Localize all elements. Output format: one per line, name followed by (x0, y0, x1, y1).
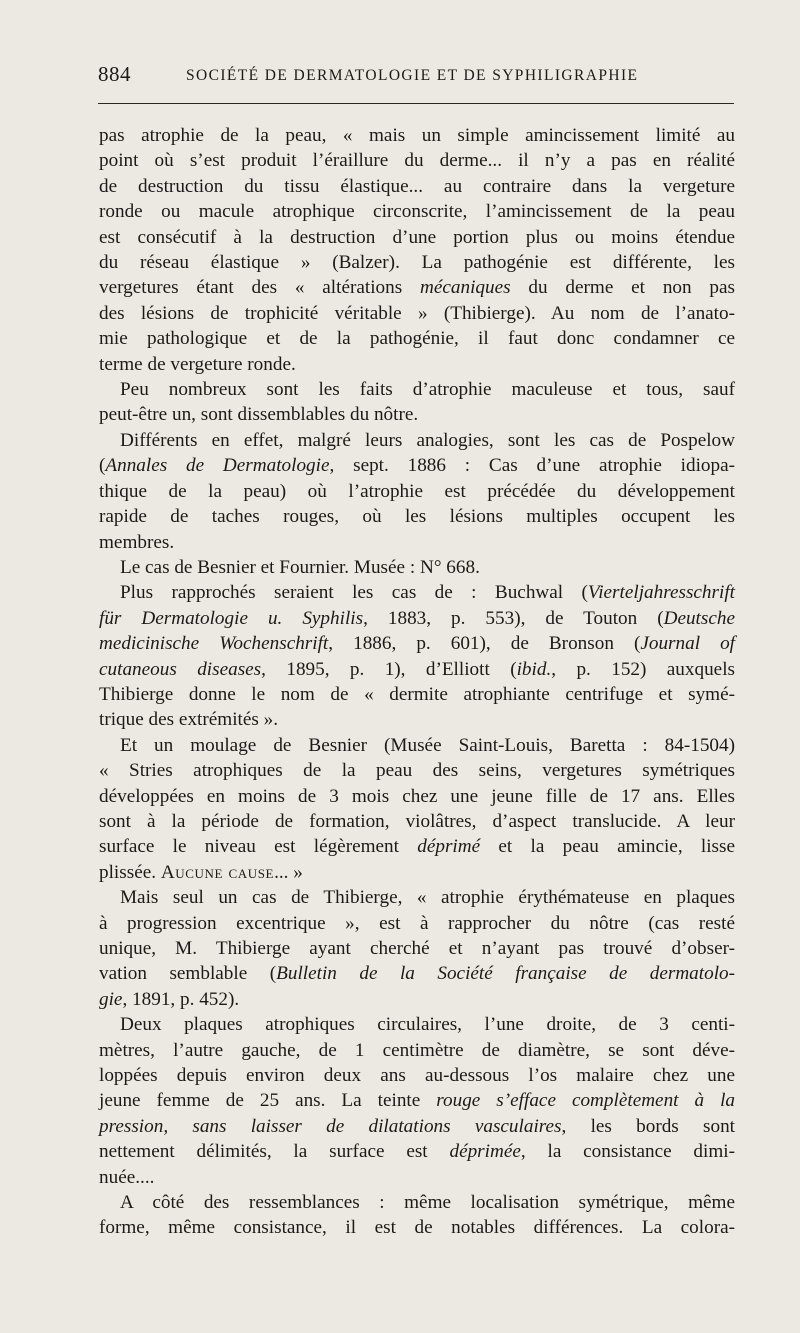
text-line: Thibierge donne le nom de « dermite atrophiante centrifuge et symé- (99, 683, 735, 705)
text-line: surface le niveau est légèrement déprimé et la peau amincie, lisse (99, 836, 735, 858)
text-line: membres. (99, 531, 175, 553)
text-line: à progression excentrique », est à rapprocher du nôtre (cas resté (99, 912, 735, 934)
text-line: est consécutif à la destruction d’une portion plus ou moins étendue (99, 226, 735, 248)
text-line: plissée. Aucune cause... » (99, 861, 303, 883)
italic-title: cutaneous diseases (99, 658, 262, 680)
italic-title: ibid. (516, 658, 552, 680)
text-line: (Annales de Dermatologie, sept. 1886 : Cas d’une atrophie idiopa- (99, 455, 735, 477)
text-line: für Dermatologie u. Syphilis, 1883, p. 553), de Touton (Deutsche (99, 607, 735, 629)
text-line: jeune femme de 25 ans. La teinte rouge s’efface complètement à la (99, 1090, 735, 1112)
page-number: 884 (98, 62, 131, 86)
text-line: pression, sans laisser de dilatations vasculaires, les bords sont (99, 1115, 736, 1137)
text-line: ronde ou macule atrophique circonscrite, l’amincissement de la peau (99, 201, 735, 223)
text-line: sont à la période de formation, violâtres, d’aspect translucide. A leur (99, 810, 735, 832)
text-line: Plus rapprochés seraient les cas de : Buchwal (Vierteljahresschrift (120, 582, 735, 604)
text-line: cutaneous diseases, 1895, p. 1), d’Elliott (ibid., p. 152) auxquels (99, 658, 735, 680)
italic-term: déprimé (417, 836, 481, 858)
text-line: point où s’est produit l’éraillure du derme... il n’y a pas en réalité (99, 150, 735, 172)
text-line: medicinische Wochenschrift, 1886, p. 601), de Bronson (Journal of (99, 633, 735, 655)
text-line: nettement délimités, la surface est déprimée, la consistance dimi- (99, 1141, 735, 1163)
italic-term: mécaniques (420, 277, 511, 299)
text-line: thique de la peau) où l’atrophie est précédée du développement (99, 480, 735, 502)
text-line: développées en moins de 3 mois chez une jeune fille de 17 ans. Elles (99, 785, 735, 807)
italic-title: gie (99, 988, 123, 1010)
italic-term: déprimée (449, 1141, 521, 1163)
text-line: forme, même consistance, il est de notables différences. La colora- (99, 1217, 735, 1239)
text-line: mètres, l’autre gauche, de 1 centimètre de diamètre, se sont déve- (99, 1039, 735, 1061)
italic-title: Journal of (640, 633, 735, 655)
text-line: « Stries atrophiques de la peau des seins, vergetures symétriques (99, 760, 735, 782)
text-line: gie, 1891, p. 452). (99, 988, 240, 1010)
text-line: terme de vergeture ronde. (99, 353, 296, 375)
italic-term: pression, sans laisser de dilatations vasculaires (99, 1115, 562, 1137)
text-line: Peu nombreux sont les faits d’atrophie maculeuse et tous, sauf (120, 379, 735, 401)
italic-title: medicinische Wochenschrift (99, 633, 329, 655)
text-line: vation semblable (Bulletin de la Société française de dermatolo- (99, 963, 736, 985)
header-rule (98, 103, 734, 104)
body-text (99, 123, 735, 1241)
running-head: SOCIÉTÉ DE DERMATOLOGIE ET DE SYPHILIGRAPHIE (186, 67, 639, 84)
text-line: des lésions de trophicité véritable » (Thibierge). Au nom de l’anato- (99, 302, 735, 324)
italic-term: rouge s’efface complètement à la (436, 1090, 735, 1112)
italic-title: Annales de Dermatologie (105, 455, 330, 477)
text-line: unique, M. Thibierge ayant cherché et n’ayant pas trouvé d’obser- (99, 938, 735, 959)
text-line: vergetures étant des « altérations mécaniques du derme et non pas (99, 277, 735, 299)
italic-title: für Dermatologie u. Syphilis (99, 607, 364, 629)
text-line: pas atrophie de la peau, « mais un simple amincissement limité au (99, 125, 735, 146)
text-line: Deux plaques atrophiques circulaires, l’une droite, de 3 centi- (120, 1014, 735, 1036)
italic-title: Vierteljahresschrift (587, 582, 735, 604)
italic-title: Bulletin de la Société française de dermatolo- (276, 963, 736, 985)
text-line: Et un moulage de Besnier (Musée Saint-Louis, Baretta : 84-1504) (120, 734, 735, 756)
text-line: du réseau élastique » (Balzer). La pathogénie est différente, les (99, 252, 735, 274)
text-line: loppées depuis environ deux ans au-dessous l’os malaire chez une (99, 1065, 735, 1087)
text-line: Différents en effet, malgré leurs analogies, sont les cas de Pospelow (120, 429, 735, 451)
text-line: A côté des ressemblances : même localisation symétrique, même (120, 1192, 735, 1214)
page-header (98, 62, 734, 96)
text-line: rapide de taches rouges, où les lésions multiples occupent les (99, 506, 735, 528)
text-line: mie pathologique et de la pathogénie, il faut donc condamner ce (99, 328, 735, 350)
small-caps-text: Aucune cause (160, 861, 275, 883)
text-line: Le cas de Besnier et Fournier. Musée : N° 668. (120, 556, 480, 578)
text-line: nuée.... (99, 1166, 155, 1188)
italic-title: Deutsche (663, 607, 735, 629)
text-line: peut-être un, sont dissemblables du nôtre. (99, 404, 419, 426)
text-line: de destruction du tissu élastique... au contraire dans la vergeture (99, 175, 735, 197)
text-line: Mais seul un cas de Thibierge, « atrophie érythémateuse en plaques (120, 887, 735, 909)
text-line: trique des extrémités ». (99, 709, 279, 731)
